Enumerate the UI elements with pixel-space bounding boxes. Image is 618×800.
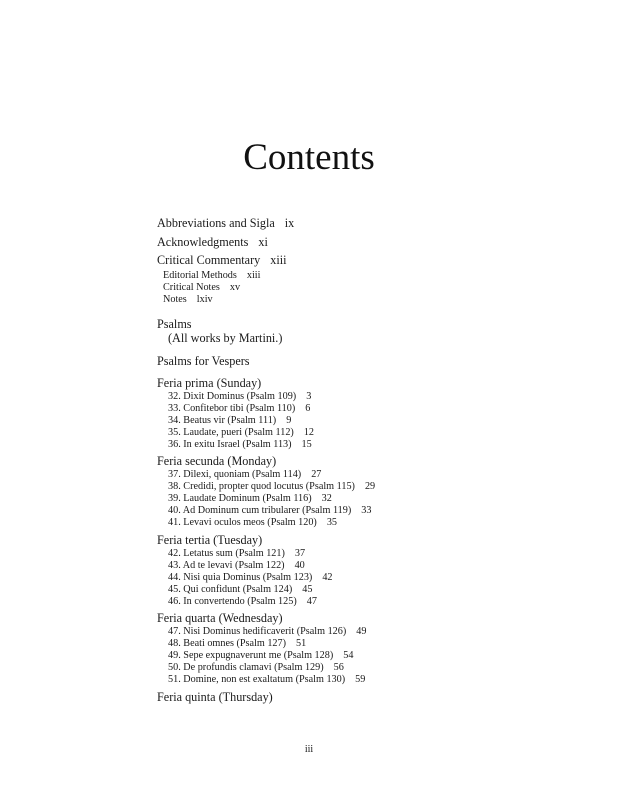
toc-entry-page: xiii xyxy=(246,270,261,281)
toc-entry-page: xiii xyxy=(270,253,287,267)
toc-item[interactable] xyxy=(168,415,291,427)
toc-item[interactable] xyxy=(168,572,333,584)
toc-item-label: 50. De profundis clamavi (Psalm 129) xyxy=(168,662,324,673)
toc-item[interactable] xyxy=(168,626,366,638)
toc-item[interactable] xyxy=(168,427,314,439)
toc-item-page: 59 xyxy=(355,674,366,685)
toc-item-page: 12 xyxy=(303,427,314,438)
psalms-heading: Psalms xyxy=(157,317,192,331)
toc-item[interactable] xyxy=(168,674,365,686)
toc-item-page: 56 xyxy=(333,662,344,673)
toc-entry-page: xi xyxy=(258,235,268,249)
toc-item-label: 36. In exitu Israel (Psalm 113) xyxy=(168,439,292,450)
toc-item[interactable] xyxy=(168,638,306,650)
toc-item-label: 39. Laudate Dominum (Psalm 116) xyxy=(168,493,312,504)
toc-item[interactable] xyxy=(168,662,344,674)
toc-item-page: 40 xyxy=(294,560,305,571)
section-heading: Feria quarta (Wednesday) xyxy=(157,611,283,625)
toc-entry-page: ix xyxy=(284,216,295,230)
toc-entry-label: Acknowledgments xyxy=(157,235,249,249)
toc-entry-page: xv xyxy=(229,282,241,293)
toc-subentry-critical-notes[interactable] xyxy=(163,282,240,294)
vespers-heading: Psalms for Vespers xyxy=(157,354,250,368)
section-heading: Feria prima (Sunday) xyxy=(157,376,262,390)
toc-item-page: 42 xyxy=(322,572,333,583)
toc-item-page: 51 xyxy=(296,638,307,649)
toc-item[interactable] xyxy=(168,493,332,505)
toc-item[interactable] xyxy=(168,596,317,608)
toc-item-label: 46. In convertendo (Psalm 125) xyxy=(168,596,297,607)
toc-entry-page: lxiv xyxy=(196,294,213,305)
toc-item[interactable] xyxy=(168,548,305,560)
toc-item[interactable] xyxy=(168,560,305,572)
toc-item[interactable] xyxy=(168,517,337,529)
toc-item-page: 45 xyxy=(302,584,313,595)
toc-item[interactable] xyxy=(168,469,321,481)
section-heading: Feria secunda (Monday) xyxy=(157,454,277,468)
toc-item-label: 33. Confitebor tibi (Psalm 110) xyxy=(168,403,296,414)
toc-item-page: 35 xyxy=(326,517,338,528)
toc-entry-label: Editorial Methods xyxy=(163,270,237,281)
toc-item-page: 54 xyxy=(343,650,354,661)
toc-item-label: 42. Letatus sum (Psalm 121) xyxy=(168,548,285,559)
toc-item[interactable] xyxy=(168,505,371,517)
toc-item-page: 3 xyxy=(306,391,312,402)
toc-item-label: 47. Nisi Dominus hedificaverit (Psalm 126) xyxy=(168,626,347,637)
toc-entry-label: Abbreviations and Sigla xyxy=(157,216,275,230)
page-title: Contents xyxy=(243,137,375,178)
toc-entry-label: Critical Commentary xyxy=(157,253,261,267)
toc-item-page: 9 xyxy=(286,415,292,426)
toc-item[interactable] xyxy=(168,391,311,403)
toc-item-label: 41. Levavi oculos meos (Psalm 120) xyxy=(168,517,317,528)
toc-item-page: 49 xyxy=(356,626,367,637)
section-heading: Feria quinta (Thursday) xyxy=(157,690,273,704)
toc-item-page: 29 xyxy=(364,481,376,492)
section-heading: Feria tertia (Tuesday) xyxy=(157,533,263,547)
toc-item-label: 49. Sepe expugnaverunt me (Psalm 128) xyxy=(168,650,334,661)
psalms-note: (All works by Martini.) xyxy=(168,331,283,345)
toc-item-label: 48. Beati omnes (Psalm 127) xyxy=(168,638,286,649)
toc-item-label: 45. Qui confidunt (Psalm 124) xyxy=(168,584,293,595)
toc-entry-acknowledgments[interactable] xyxy=(157,235,268,250)
toc-item[interactable] xyxy=(168,650,353,662)
page-number: iii xyxy=(304,744,314,755)
toc-item-page: 37 xyxy=(294,548,306,559)
toc-item[interactable] xyxy=(168,403,310,415)
toc-item-page: 33 xyxy=(361,505,372,516)
toc-item-page: 6 xyxy=(305,403,311,414)
toc-item[interactable] xyxy=(168,584,312,596)
toc-item-page: 15 xyxy=(301,439,312,450)
toc-subentry-editorial-methods[interactable] xyxy=(163,270,260,282)
toc-item-label: 44. Nisi quia Dominus (Psalm 123) xyxy=(168,572,313,583)
toc-item-label: 34. Beatus vir (Psalm 111) xyxy=(168,415,277,426)
toc-item-label: 37. Dilexi, quoniam (Psalm 114) xyxy=(168,469,302,480)
toc-item-page: 27 xyxy=(311,469,322,480)
toc-item-label: 32. Dixit Dominus (Psalm 109) xyxy=(168,391,297,402)
toc-item-label: 35. Laudate, pueri (Psalm 112) xyxy=(168,427,294,438)
toc-item-label: 38. Credidi, propter quod locutus (Psalm 115) xyxy=(168,481,355,492)
toc-item[interactable] xyxy=(168,481,375,493)
toc-entry-label: Critical Notes xyxy=(163,282,220,293)
toc-subentry-notes[interactable] xyxy=(163,294,213,306)
toc-item[interactable] xyxy=(168,439,312,451)
toc-item-label: 51. Domine, non est exaltatum (Psalm 130) xyxy=(168,674,346,685)
toc-item-label: 40. Ad Dominum cum tribularer (Psalm 119) xyxy=(168,505,352,516)
toc-entry-label: Notes xyxy=(163,294,187,305)
toc-item-page: 47 xyxy=(306,596,317,607)
toc-item-label: 43. Ad te levavi (Psalm 122) xyxy=(168,560,285,571)
toc-entry-critical-commentary[interactable] xyxy=(157,253,287,268)
toc-item-page: 32 xyxy=(321,493,332,504)
toc-entry-abbreviations[interactable] xyxy=(157,216,294,231)
